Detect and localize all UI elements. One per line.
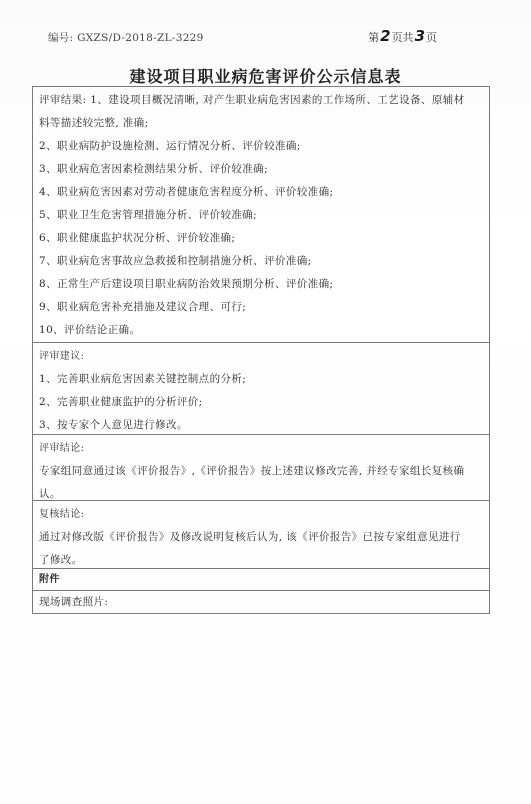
results-item: 3、职业病危害因素检测结果分析、评价较准确;: [39, 163, 269, 175]
suggestions-label: 评审建议:: [39, 351, 85, 362]
conclusion-line-1: 专家组同意通过该《评价报告》,《评价报告》按上述建议修改完善, 并经专家组长复核确: [39, 465, 465, 477]
page-prefix: 第: [368, 31, 380, 44]
review-suggestions-section: [33, 343, 489, 435]
conclusion-label: 评审结论:: [39, 443, 85, 454]
results-item: 5、职业卫生危害管理措施分析、评价较准确;: [39, 209, 258, 221]
info-table: [32, 86, 490, 614]
results-item: 2、职业病防护设施检测、运行情况分析、评价较准确;: [39, 140, 301, 152]
results-item: 6、职业健康监护状况分析、评价较准确;: [39, 232, 236, 244]
review-results-section: [33, 87, 489, 343]
conclusion-line-2: 认。: [39, 488, 61, 500]
review-line-1: 通过对修改版《评价报告》及修改说明复核后认为, 该《评价报告》已按专家组意见进行: [39, 531, 461, 543]
photos-label: 现场调查照片:: [39, 596, 109, 608]
review-line-2: 了修改。: [39, 554, 83, 566]
suggestion-item: 3、按专家个人意见进行修改。: [39, 419, 188, 431]
results-item: 7、职业病危害事故应急救援和控制措施分析、评价准确;: [39, 255, 312, 267]
attachment-label: 附件: [39, 574, 60, 585]
attachment-section: [33, 569, 489, 591]
results-item: 9、职业病危害补充措施及建议合理、可行;: [39, 301, 247, 313]
results-item: 4、职业病危害因素对劳动者健康危害程度分析、评价较准确;: [39, 186, 334, 198]
review-label: 复核结论:: [39, 509, 85, 520]
results-line-2: 料等描述较完整, 准确;: [39, 117, 149, 129]
site-photos-section: [33, 591, 489, 613]
suggestion-item: 2、完善职业健康监护的分析评价;: [39, 396, 203, 408]
page-mid-text: 页共: [391, 31, 414, 44]
page-total-number: 3: [414, 27, 425, 45]
results-item: 10、评价结论正确。: [39, 324, 141, 336]
document-title: 建设项目职业病危害评价公示信息表: [129, 67, 402, 86]
document-number: 编号: GXZS/D-2018-ZL-3229: [48, 32, 204, 44]
recheck-conclusion-section: [33, 501, 489, 569]
suggestion-item: 1、完善职业病危害因素关键控制点的分析;: [39, 373, 247, 385]
review-conclusion-section: [33, 435, 489, 501]
page-suffix: 页: [426, 31, 437, 44]
results-line-1: 评审结果: 1、建设项目概况清晰, 对产生职业病危害因素的工作场所、工艺设备、原辅材: [39, 94, 465, 106]
page-indicator: [368, 27, 437, 45]
results-item: 8、正常生产后建设项目职业病防治效果预期分析、评价准确;: [39, 278, 334, 290]
page-current-number: 2: [380, 27, 391, 45]
